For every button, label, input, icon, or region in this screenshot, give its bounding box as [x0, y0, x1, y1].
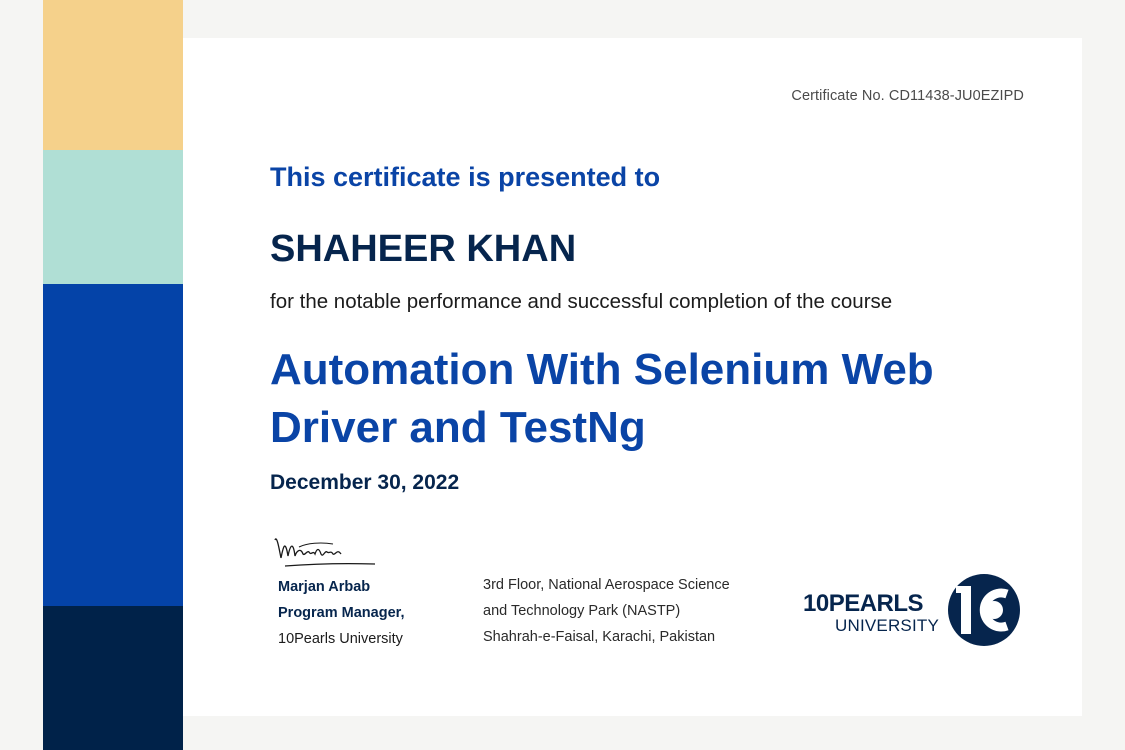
address-line-1: 3rd Floor, National Aerospace Science [483, 577, 730, 593]
presented-heading: This certificate is presented to [270, 162, 661, 192]
certificate-card [183, 38, 1082, 716]
10pearls-university-logo [803, 572, 1023, 648]
signature-image [271, 530, 381, 570]
address-line-2: and Technology Park (NASTP) [483, 603, 681, 619]
logo-brand: 10PEARLS [803, 590, 924, 617]
certificate-number: Certificate No. CD11438-JU0EZIPD [791, 88, 1024, 104]
completion-date: December 30, 2022 [270, 471, 460, 494]
decorative-stripes [43, 0, 183, 750]
course-title: Automation With Selenium Web Driver and TestNg [270, 345, 934, 452]
signer-title: Program Manager, [278, 605, 405, 621]
stripe-navy [43, 606, 183, 750]
stripe-yellow [43, 0, 183, 150]
completion-description: for the notable performance and successful completion of the course [270, 290, 893, 313]
recipient-name: SHAHEER KHAN [270, 228, 577, 270]
logo-sub: UNIVERSITY [835, 616, 940, 635]
signer-organization: 10Pearls University [278, 631, 403, 647]
ten-circle-icon [945, 572, 1023, 648]
address-line-3: Shahrah-e-Faisal, Karachi, Pakistan [483, 629, 716, 645]
address-block [483, 572, 730, 650]
signer-block [278, 574, 405, 652]
stripe-mint [43, 150, 183, 284]
stripe-blue [43, 284, 183, 606]
signer-name: Marjan Arbab [278, 579, 371, 595]
